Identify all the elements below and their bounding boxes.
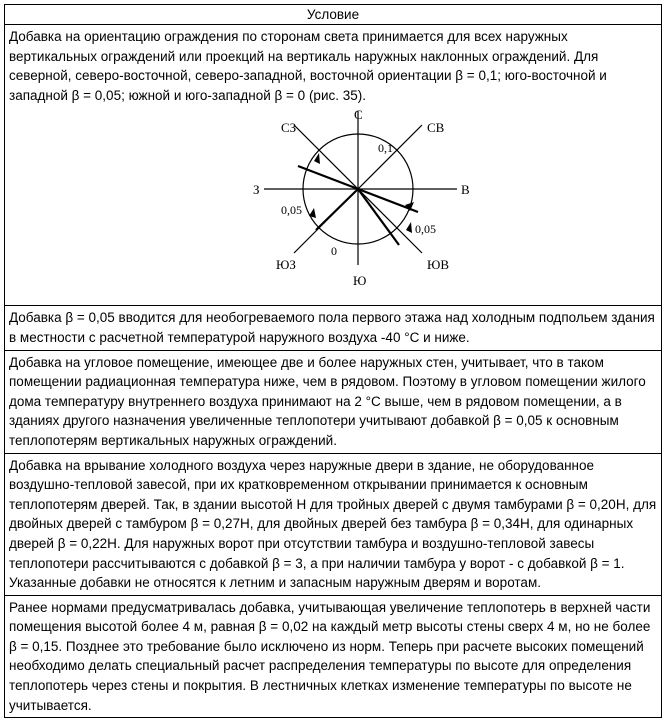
compass-diagram [9,105,659,303]
height-text: Ранее нормами предусматривалась добавка, учитывающая увеличение теплопотерь в верхней части помещения высотой более 4 м, равная β = 0,02 на каждый метр высоты стены сверх 4 м, но не более β = 0,15. Позднее это требование было исключено из норм. Теперь при расчете высоких помещений необходимо делать специальный расчет распределения температуры по высоте для определения теплопотерь через стены и покрытия. В лестничных клетках изменение температуры по высоте не учитывается. [9,599,651,713]
corner-room-text: Добавка на угловое помещение, имеющее две и более наружных стен, учитывает, что в таком помещении радиационная температура ниже, чем в рядовом. Поэтому в угловом помещении жилого дома температуру внутреннего воздуха принимают на 2 °С выше, чем в рядовом помещении, а в зданиях другого назначения увеличенные теплопотери учитывают добавкой β = 0,05 к основным теплопотерям вертикальных наружных ограждений. [9,354,646,448]
label-e: В [461,182,470,198]
table-row [5,596,661,718]
value-north: 0,1 [378,141,393,156]
orientation-diagram [9,105,657,303]
label-w: З [253,182,260,198]
value-west: 0,05 [281,203,302,218]
label-s: Ю [353,273,367,289]
label-sw: ЮЗ [276,257,296,273]
label-nw: СЗ [281,120,297,136]
table-row [5,454,661,596]
table-row [5,25,661,306]
arrow-se [406,222,412,233]
table-row [5,306,661,350]
label-se: ЮВ [427,257,450,273]
table-header: Условие [5,5,661,25]
table-row [5,351,661,454]
boundary-line-south-west [316,189,358,230]
floor-text: Добавка β = 0,05 вводится для необогреваемого пола первого этажа над холодным подпольем здания в местности с расчетной температурой наружного воздуха -40 °С и ниже. [9,310,655,345]
boundary-line-west-upper [298,166,358,189]
label-n: С [354,107,363,123]
value-south: 0 [331,244,337,259]
conditions-table [4,4,662,718]
doors-text: Добавка на врывание холодного воздуха через наружные двери в здание, не оборудованное воздушно-тепловой завесой, при их кратковременном открывании принимается к основным теплопотерям дверей. Так, в здании высотой Н для тройных дверей с двумя тамбурами β = 0,20Н, для двойных дверей с тамбуром β = 0,27Н, для двойных дверей без тамбура β = 0,34Н, для одинарных дверей β = 0,22Н. Для наружных ворот при отсутствии тамбура и воздушно-тепловой завесы теплопотери рассчитываются с добавкой β = 3, а при наличии тамбура у ворот - с добавкой β = 1. Указанные добавки не относятся к летним и запасным наружным дверям и воротам. [9,457,657,591]
value-southeast: 0,05 [415,222,436,237]
orientation-text: Добавка на ориентацию ограждения по сторонам света принимается для всех наружных вертикальных ограждений или проекций на вертикаль наружных наклонных ограждений. Для северной, северо-восточной, северо-западной, восточной ориентации β = 0,1; юго-восточной и западной β = 0,05; южной и юго-западной β = 0 (рис. 35). [9,29,607,103]
label-ne: СВ [427,120,445,136]
